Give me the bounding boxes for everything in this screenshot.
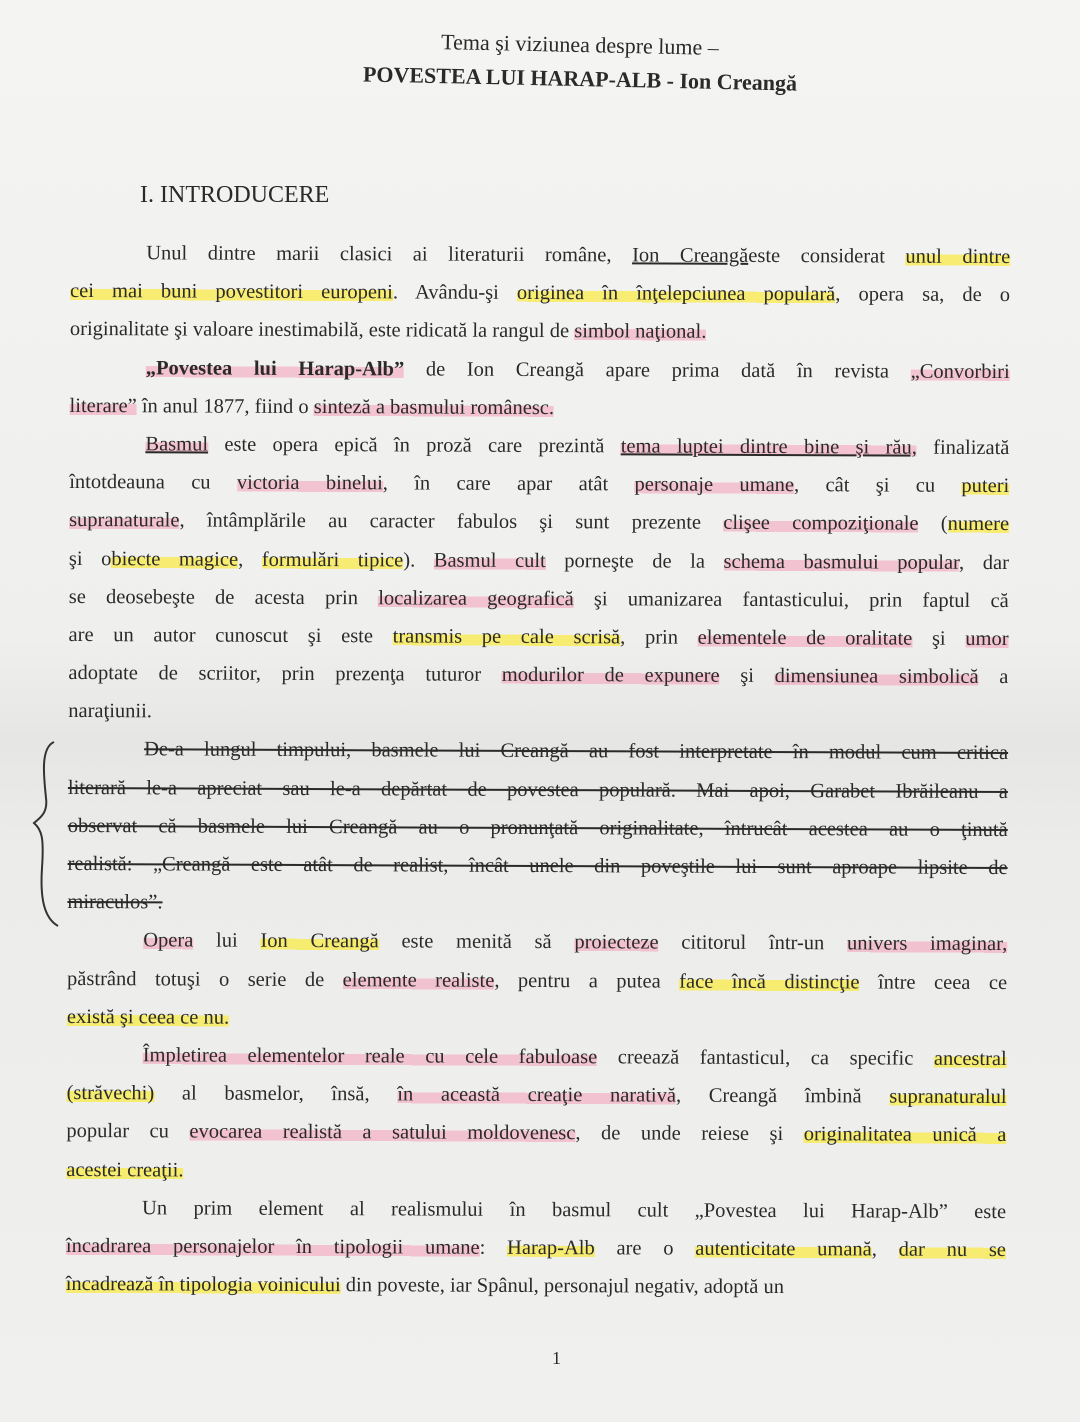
highlighted-text: numere	[947, 513, 1010, 536]
highlighted-text: schema basmului popular	[723, 550, 960, 574]
text-run: în anul 1877, fiind o	[136, 394, 314, 418]
paragraph	[67, 921, 1007, 1040]
text-run: originalitate şi valoare inestimabilă, este ridicată la rangul de	[69, 318, 575, 343]
text-run: naraţiunii.	[68, 700, 152, 723]
highlighted-text: simbol naţional.	[574, 320, 707, 344]
text-line	[67, 960, 1007, 1002]
text-run: :	[479, 1236, 508, 1259]
document-title-line2: POVESTEA LUI HARAP-ALB - Ion Creangă	[362, 61, 798, 96]
text-run: păstrând totuşi o serie de	[67, 967, 343, 991]
highlighted-text: Opera	[143, 929, 194, 952]
highlighted-text: originea în înţelepciunea populară	[516, 282, 836, 306]
text-line	[68, 654, 1008, 696]
text-run: şi	[719, 664, 775, 688]
highlighted-text: transmis pe cale scrisă	[392, 625, 621, 649]
text-run: are o	[594, 1237, 696, 1260]
highlighted-text: originalitatea unică a	[803, 1123, 1007, 1147]
paragraph	[68, 425, 1009, 735]
text-line	[68, 807, 1008, 849]
text-run: creează fantasticul, ca specific	[597, 1046, 934, 1070]
text-line	[67, 921, 1007, 963]
struck-text: observat că basmele lui Creangă au o pronunţată originalitate, întrucât acestea au o ţinută	[67, 814, 1008, 841]
text-run: Unul dintre marii clasici ai literaturii române,	[146, 242, 633, 267]
highlighted-text: modurilor de expunere	[501, 663, 720, 687]
text-line	[67, 998, 1007, 1040]
highlighted-text: supranaturalul	[889, 1085, 1007, 1109]
text-run: este opera epică în proză care prezintă	[208, 433, 621, 458]
text-run: între ceea ce	[859, 970, 1008, 994]
text-run: se deosebeşte de acesta prin	[68, 585, 379, 609]
text-line	[69, 425, 1009, 467]
text-run: ).	[403, 548, 434, 572]
highlighted-text: biecte magice	[111, 547, 239, 571]
highlighted-text: face încă distincţie	[679, 970, 860, 993]
text-line	[67, 1074, 1007, 1116]
text-line	[68, 692, 1008, 734]
text-line	[66, 1189, 1006, 1231]
text-run: (	[918, 512, 948, 536]
text-line	[70, 272, 1010, 314]
highlighted-text: univers imaginar,	[846, 932, 1008, 956]
text-run: din poveste, iar Spânul, personajul negativ, adoptă un	[340, 1274, 785, 1299]
text-run: lui	[193, 929, 261, 953]
text-run: Un prim element al realismului în basmul cult „Povestea lui Harap-Alb” este	[142, 1196, 1007, 1223]
highlighted-text: supranaturale	[69, 509, 180, 532]
handwritten-brace-mark	[30, 738, 60, 928]
text-run: ,	[871, 1238, 899, 1261]
text-run: şi umanizarea fantasticului, prin faptul că	[573, 587, 1009, 612]
text-run: al basmelor, însă,	[154, 1082, 398, 1106]
text-run: popular cu	[66, 1120, 190, 1143]
text-run: este considerat	[748, 244, 906, 268]
paragraph	[66, 1189, 1006, 1308]
text-run: , de unde reiese şi	[575, 1122, 804, 1146]
text-run: , în care apar atât	[382, 472, 635, 496]
highlighted-text: umor	[965, 627, 1009, 650]
text-line	[68, 769, 1008, 811]
highlighted-text: Împletirea elementelor reale cu cele fabuloase	[142, 1044, 598, 1069]
text-line	[66, 1227, 1006, 1269]
text-run: ,	[238, 548, 262, 571]
text-run: şi	[912, 627, 966, 650]
document-body	[66, 234, 1011, 1307]
highlighted-text: clişee compoziţionale	[723, 512, 919, 535]
text-run: , cât şi cu	[794, 474, 962, 497]
highlighted-text: autenticitate umană	[695, 1237, 872, 1261]
text-run: întotdeauna cu	[69, 471, 237, 494]
highlighted-text: formulări tipice	[261, 548, 404, 571]
text-line	[69, 539, 1009, 581]
text-run: . Avându-şi	[392, 281, 517, 305]
text-run: este menită să	[378, 930, 575, 954]
paragraph	[70, 234, 1010, 353]
highlighted-text: victoria binelui	[236, 471, 383, 495]
highlighted-text: Basmul	[145, 433, 209, 456]
highlighted-text: literare”	[69, 394, 137, 417]
text-run: , Creangă îmbină	[675, 1084, 890, 1108]
struck-text: De-a lungul timpului, basmele lui Creangă au fost interpretate în modul cum critica	[144, 738, 1009, 765]
highlighted-text: Ion Creangă	[260, 930, 379, 953]
text-line	[69, 463, 1009, 505]
text-line	[70, 349, 1010, 391]
highlighted-text: evocarea realistă a satului moldovenesc	[189, 1120, 576, 1145]
text-line	[66, 1265, 1006, 1307]
text-line	[68, 845, 1008, 887]
text-line	[68, 730, 1008, 772]
text-line	[67, 883, 1007, 925]
text-run: porneşte de la	[545, 549, 724, 573]
highlighted-text: proiecteze	[574, 931, 659, 954]
text-line	[70, 310, 1010, 352]
text-run: , întâmplările au caracter fabulos şi sunt prezente	[179, 509, 724, 535]
highlighted-text: dimensiunea simbolică	[774, 665, 979, 688]
highlighted-text: personaje umane	[634, 473, 795, 497]
highlighted-text: încadrarea personajelor în tipologii umane	[65, 1234, 480, 1259]
paragraph	[66, 1036, 1007, 1193]
text-run: , prin	[620, 626, 698, 649]
text-line	[67, 1036, 1007, 1078]
highlighted-text: Basmul cult	[433, 549, 546, 572]
text-line	[69, 616, 1009, 658]
text-run: , pentru a putea	[494, 969, 680, 993]
text-run: , dar	[959, 551, 1009, 574]
highlighted-text: Harap-Alb	[507, 1236, 595, 1260]
highlighted-text: ancestral	[933, 1047, 1007, 1070]
text-run: adoptate de scriitor, prin prezenţa tuturor	[68, 662, 502, 686]
highlighted-text: în această creaţie narativă	[397, 1083, 677, 1107]
struck-text: miraculos”.	[67, 891, 163, 914]
highlighted-text: cei mai buni povestitori europeni	[70, 280, 393, 304]
text-line	[69, 578, 1009, 620]
text-line	[66, 1150, 1006, 1192]
text-line	[66, 1112, 1006, 1154]
highlighted-text: sinteză a basmului românesc.	[313, 395, 555, 419]
text-run: de Ion Creangă apare prima dată în revista	[404, 357, 911, 383]
highlighted-text: dar nu se	[898, 1238, 1006, 1261]
highlighted-text: elementele de oralitate	[697, 626, 913, 650]
text-run: cititorul într-un	[658, 931, 848, 955]
paragraph	[70, 349, 1010, 429]
text-line	[69, 501, 1009, 543]
text-line	[70, 387, 1010, 429]
highlighted-text: localizarea geografică	[378, 586, 574, 610]
text-line	[70, 234, 1010, 276]
section-heading: I. INTRODUCERE	[140, 182, 330, 208]
text-run: , opera sa, de o	[835, 283, 1011, 307]
text-run: şi o	[68, 547, 112, 570]
highlighted-text: elemente realiste	[342, 968, 495, 992]
highlighted-text: există şi ceea ce nu.	[66, 1005, 230, 1029]
struck-text: realistă: „Creangă este atât de realist, încât unele din poveştile lui sunt aproape lipsite de	[67, 852, 1008, 880]
struck-text: literară le-a apreciat sau le-a depărtat de povestea populară. Mai apoi, Garabet Ibrăileanu a	[67, 776, 1008, 803]
document-title-line1: Tema şi viziunea despre lume –	[440, 29, 720, 60]
paragraph	[67, 730, 1008, 925]
highlighted-text: „Convorbiri	[910, 360, 1010, 383]
highlighted-text: acestei creaţii.	[66, 1158, 184, 1181]
text-run: finalizată	[916, 436, 1010, 459]
highlighted-text: puteri	[961, 474, 1010, 498]
page-number: 1	[552, 1348, 561, 1368]
highlighted-text: încadrează în tipologia voinicului	[65, 1273, 341, 1297]
text-run: are un autor cunoscut şi este	[68, 623, 393, 648]
highlighted-text: unul dintre	[905, 245, 1011, 269]
text-run: a	[978, 665, 1009, 689]
highlighted-text: tema luptei dintre bine şi rău,	[620, 435, 917, 459]
highlighted-text: (străvechi)	[66, 1082, 155, 1105]
underlined-text: Ion Creangă	[632, 244, 749, 267]
highlighted-text: „Povestea lui Harap-Alb”	[145, 356, 405, 380]
